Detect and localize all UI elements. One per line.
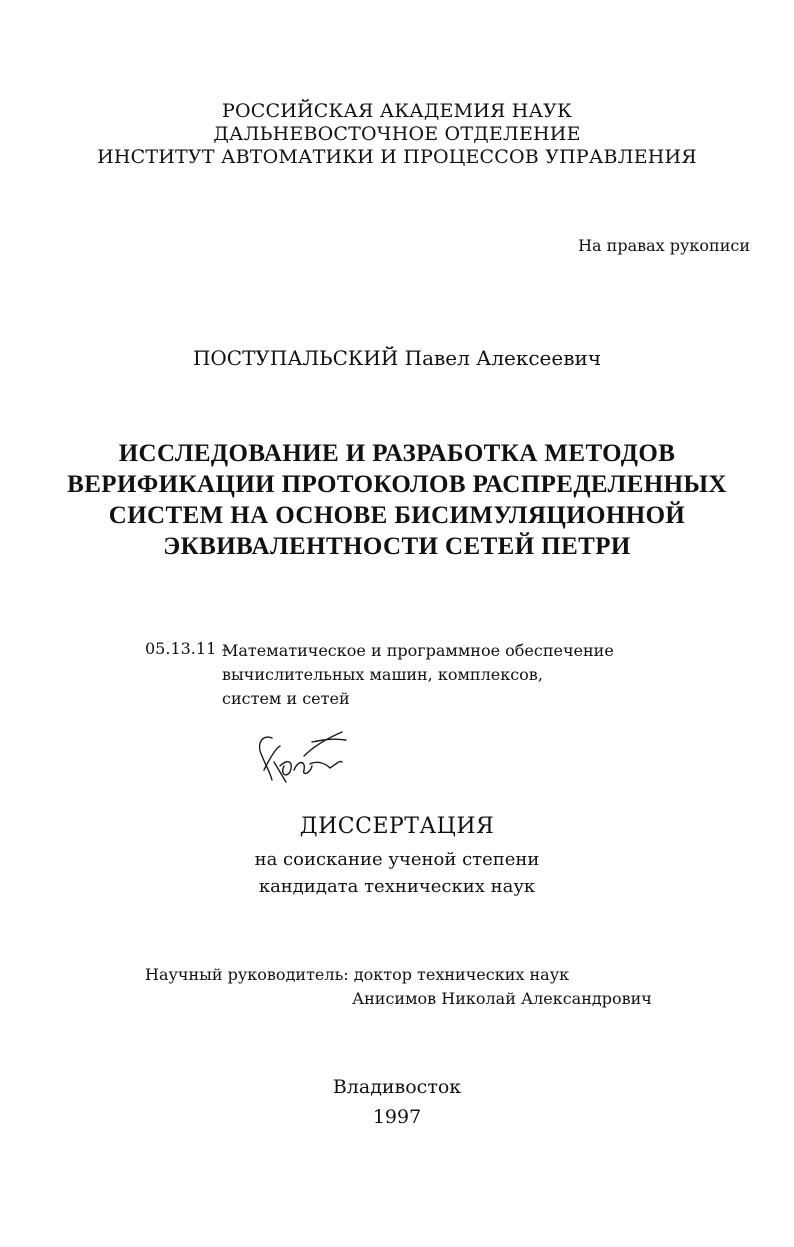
dissertation-heading: ДИССЕРТАЦИЯ: [299, 814, 495, 839]
rights-note: На правах рукописи: [578, 236, 750, 255]
specialty-line: Математическое и программное обеспечение: [222, 641, 614, 660]
degree-line: на соискание ученой степени: [254, 849, 540, 870]
degree-text: [0, 846, 794, 900]
year: 1997: [372, 1106, 422, 1128]
specialty-line: систем и сетей: [222, 689, 350, 708]
degree-line: кандидата технических наук: [258, 876, 536, 897]
institution-line: РОССИЙСКАЯ АКАДЕМИЯ НАУК: [222, 100, 572, 122]
supervisor-label: Научный руководитель: доктор технических наук: [145, 965, 570, 984]
title-line: ЭКВИВАЛЕНТНОСТИ СЕТЕЙ ПЕТРИ: [163, 533, 631, 560]
institution-block: [0, 100, 794, 169]
institution-line: ИНСТИТУТ АВТОМАТИКИ И ПРОЦЕССОВ УПРАВЛЕНИЯ: [97, 146, 697, 168]
title-line: ИССЛЕДОВАНИЕ И РАЗРАБОТКА МЕТОДОВ: [118, 440, 676, 467]
specialty-line: вычислительных машин, комплексов,: [222, 665, 543, 684]
title-line: ВЕРИФИКАЦИИ ПРОТОКОЛОВ РАСПРЕДЕЛЕННЫХ: [67, 471, 727, 498]
specialty-code: 05.13.11 –: [145, 639, 230, 658]
city: Владивосток: [332, 1076, 462, 1098]
dissertation-title: [0, 438, 794, 562]
supervisor-name: Анисимов Николай Александрович: [352, 989, 652, 1008]
handwritten-signature: [250, 720, 360, 800]
author-name: ПОСТУПАЛЬСКИЙ Павел Алексеевич: [192, 346, 602, 370]
specialty-description: [222, 639, 614, 711]
title-line: СИСТЕМ НА ОСНОВЕ БИСИМУЛЯЦИОННОЙ: [108, 502, 686, 529]
institution-line: ДАЛЬНЕВОСТОЧНОЕ ОТДЕЛЕНИЕ: [213, 123, 581, 145]
